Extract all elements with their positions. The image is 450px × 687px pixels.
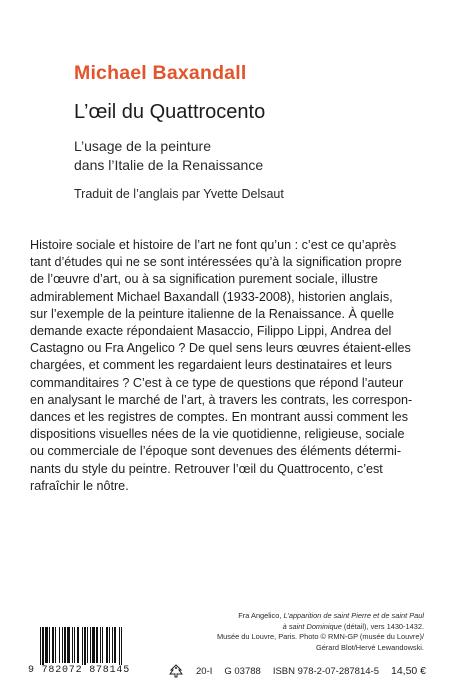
barcode-bar <box>114 627 116 663</box>
barcode-bar <box>96 627 98 663</box>
subtitle-line: L’usage de la peinture <box>74 138 211 154</box>
subtitle-line: dans l’Italie de la Renaissance <box>74 157 264 173</box>
barcode-bar <box>42 627 44 667</box>
barcode-bar <box>49 627 50 663</box>
barcode-bar <box>106 627 108 663</box>
blurb-line: rafraîchir le nôtre. <box>30 478 129 493</box>
barcode-bar <box>52 627 54 663</box>
credit-line: à saint Dominique (détail), vers 1430-1432. <box>282 621 424 631</box>
barcode-number: 9 782072 878145 <box>28 665 168 676</box>
barcode-bar <box>102 627 103 663</box>
blurb-line: Histoire sociale et histoire de l’art ne font qu’un : c’est ce qu’après <box>30 238 397 252</box>
barcode-bars <box>28 627 168 667</box>
book-subtitle <box>74 137 263 175</box>
book-title: L’œil du Quattrocento <box>74 101 266 123</box>
barcode-bar <box>67 627 70 663</box>
publisher-codes <box>168 664 426 678</box>
barcode-bar <box>55 627 56 663</box>
barcode-bar <box>112 627 113 663</box>
reference-code: G 03788 <box>224 665 261 677</box>
barcode-bar <box>90 627 91 663</box>
barcode-bar <box>100 627 101 663</box>
blurb-line: nants du style du peintre. Retrouver l’œil du Quattrocento, c’est <box>30 461 383 476</box>
barcode-bar <box>119 627 120 667</box>
barcode-bar <box>62 627 63 663</box>
blurb-line: admirablement Michael Baxandall (1933-2008), historien anglais, <box>30 289 393 304</box>
blurb-line: de l’œuvre d’art, ou à sa signification purement sociale, illustre <box>30 272 378 287</box>
barcode <box>28 627 168 679</box>
blurb-line: Castagno ou Fra Angelico ? De quel sens leurs œuvres étaient-elles <box>30 341 411 356</box>
barcode-bar <box>45 627 48 663</box>
credit-line: Fra Angelico, L’apparition de saint Pierre et de saint Paul <box>238 611 424 620</box>
barcode-bar <box>59 627 60 663</box>
isbn: ISBN 978-2-07-287814-5 <box>272 665 379 677</box>
folio-emblem-icon <box>168 664 184 678</box>
barcode-bar <box>121 627 122 667</box>
author-name: Michael Baxandall <box>74 62 247 84</box>
barcode-bar <box>72 627 73 663</box>
blurb-line: ou commerciale de l’époque sont devenues des éléments détermi- <box>30 444 402 459</box>
credit-line: Gérard Blot/Hervé Lewandowski. <box>315 642 424 652</box>
barcode-bar <box>74 627 75 663</box>
blurb-line: demande exacte répondaient Masaccio, Filippo Lippi, Andrea del <box>30 324 392 339</box>
barcode-bar <box>82 627 83 667</box>
blurb-line: dispositions visuelles nées de la vie quotidienne, religieuse, sociale <box>30 427 405 442</box>
series-code: 20-I <box>196 665 213 677</box>
barcode-bar <box>109 627 110 663</box>
blurb-line: commanditaires ? C’est à ce type de questions que répond l’auteur <box>30 375 404 390</box>
blurb-line: tant d’études qui ne se sont intéressées qu’à la signification propre <box>30 255 402 270</box>
barcode-bar <box>92 627 95 663</box>
price: 14,50 € <box>390 665 427 677</box>
blurb-paragraph <box>30 237 430 495</box>
blurb-line: sur l’exemple de la peinture italienne de la Renaissance. À quelle <box>30 306 395 321</box>
translator-credit: Traduit de l’anglais par Yvette Delsaut <box>74 187 284 201</box>
barcode-bar <box>40 627 41 667</box>
barcode-bar <box>64 627 66 663</box>
blurb-line: en analysant le marché de l’art, à travers les contrats, les correspon- <box>30 392 413 407</box>
barcode-bar <box>77 627 79 663</box>
credit-line: Musée du Louvre, Paris. Photo © RMN-GP (musée du Louvre)/ <box>217 632 424 641</box>
blurb-line: dances et les registres de comptes. En montrant aussi comment les <box>30 410 408 425</box>
cover-image-credit <box>217 611 424 653</box>
barcode-bar <box>84 627 86 667</box>
barcode-bar <box>87 627 88 663</box>
blurb-line: chargées, et comment les regardaient leurs destinataires et leurs <box>30 358 392 373</box>
